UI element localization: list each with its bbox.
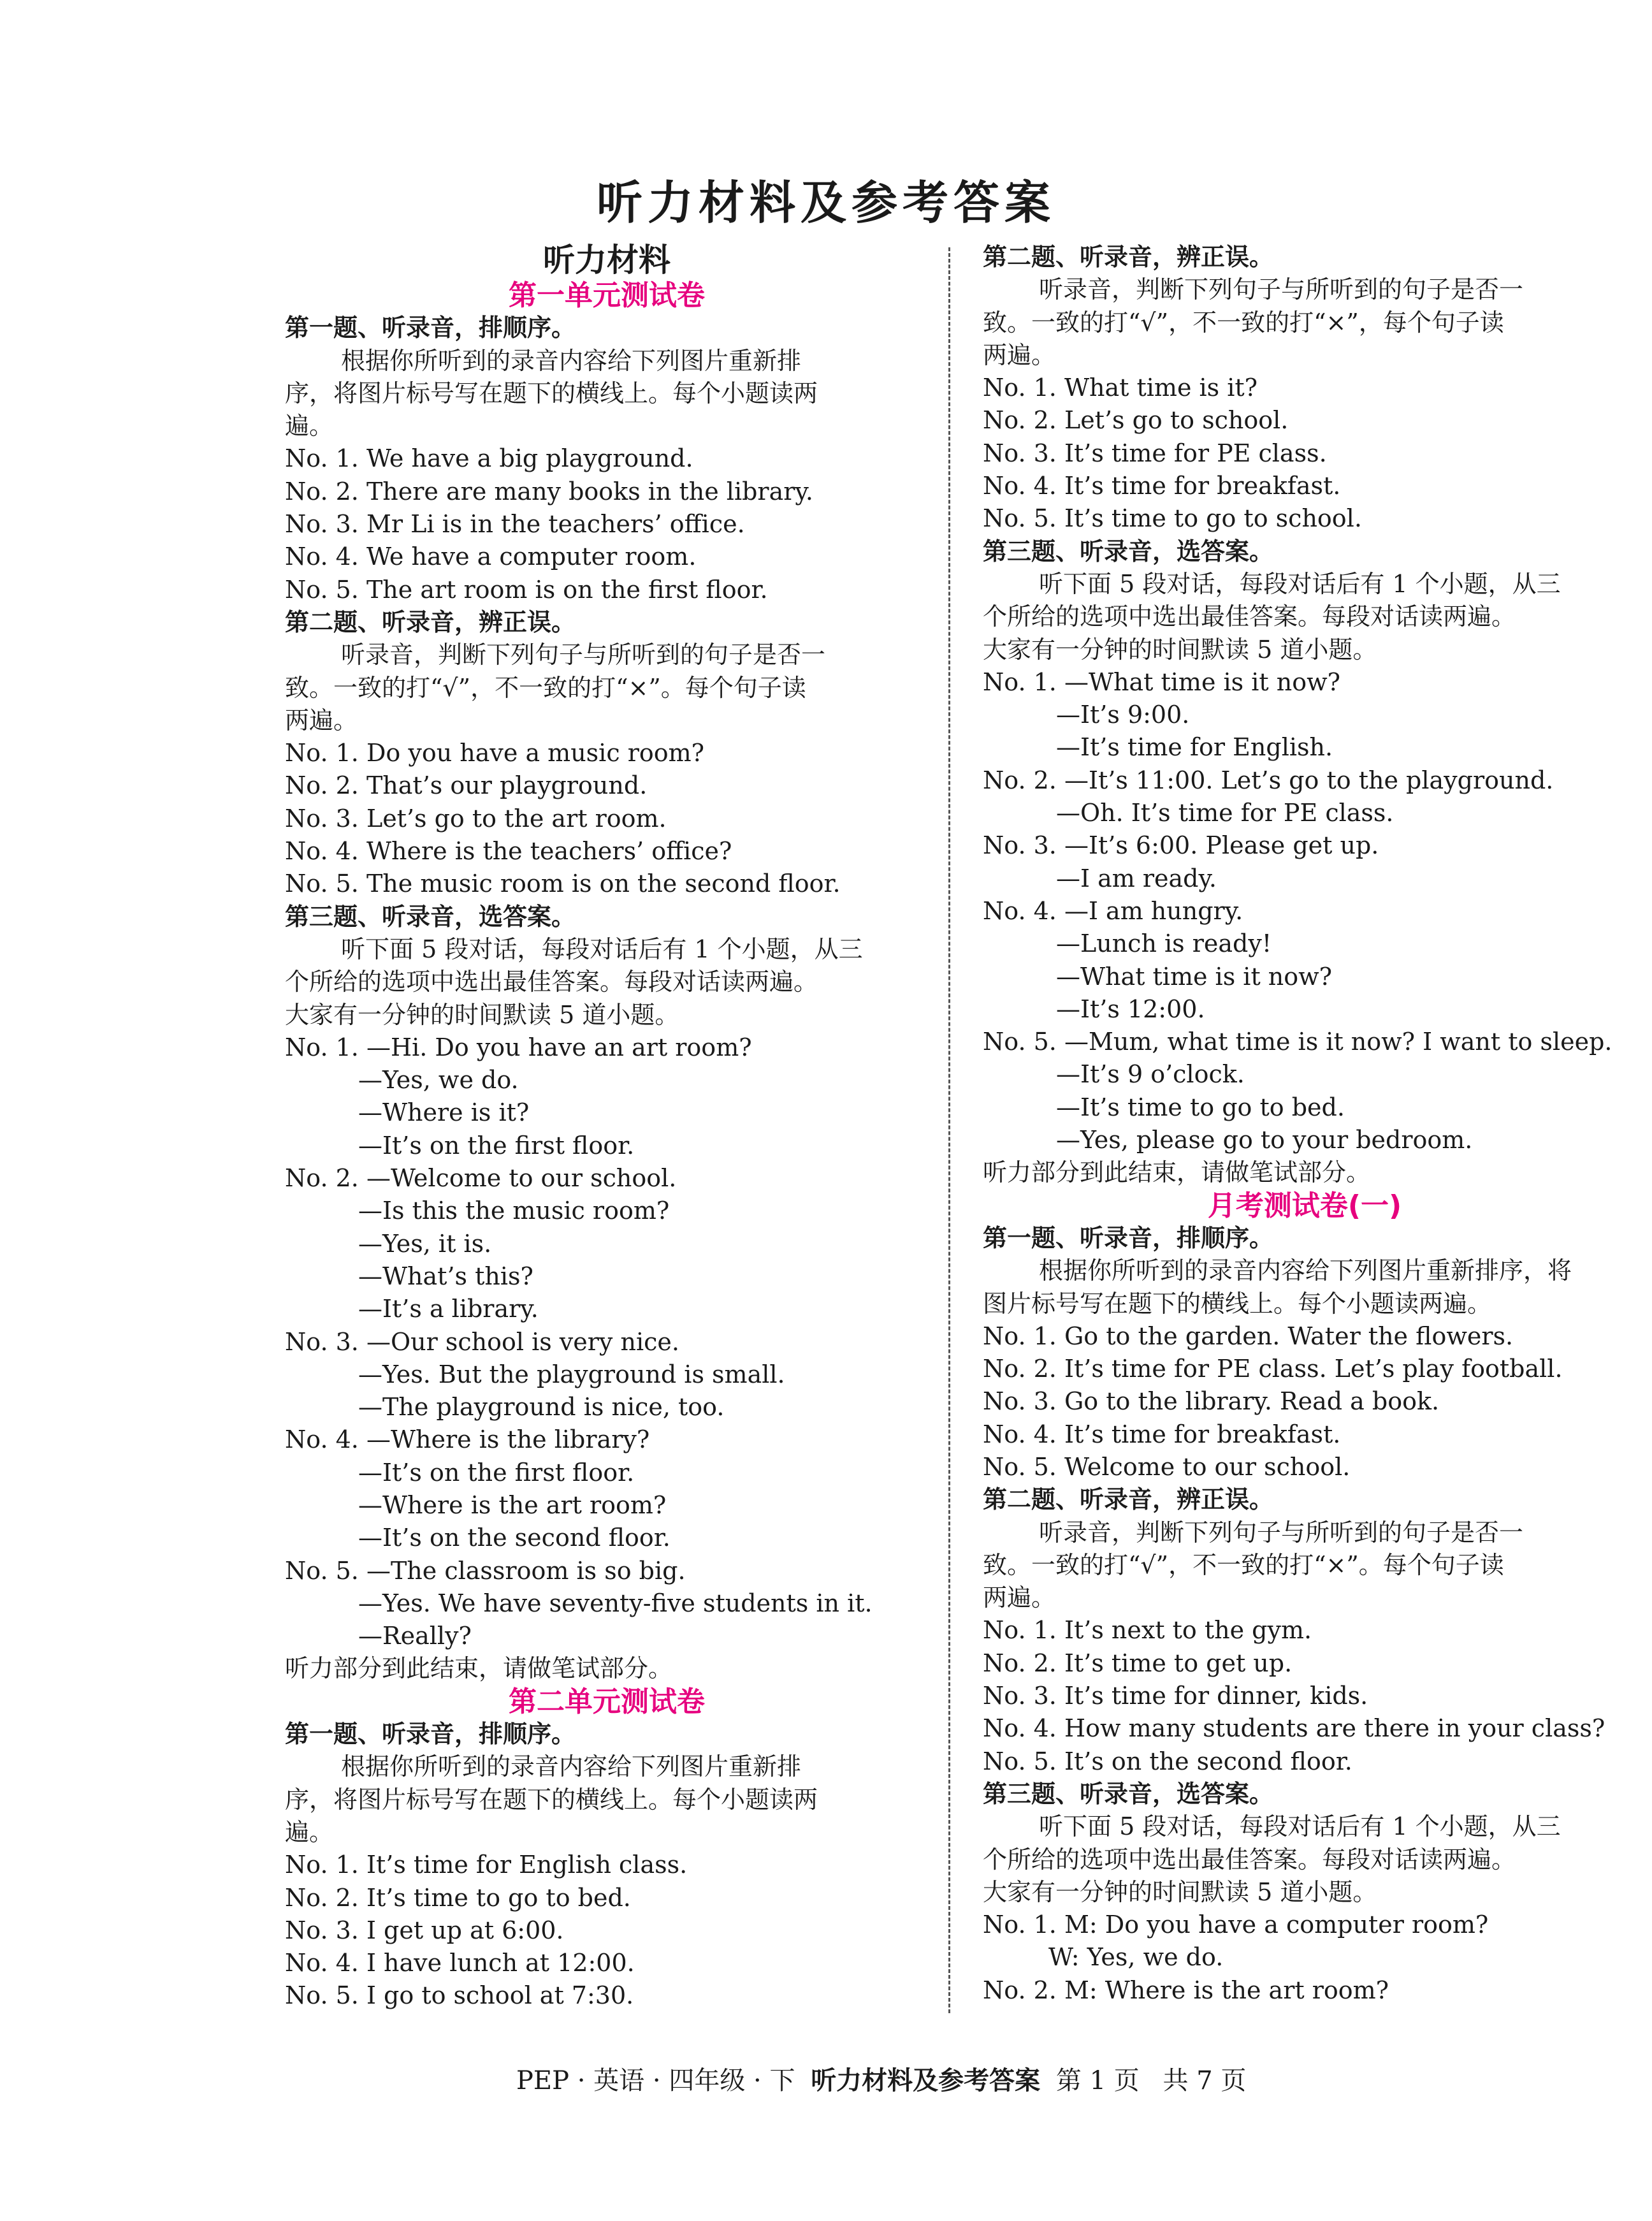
dialogue-line: —It’s on the second floor. bbox=[358, 1524, 670, 1552]
dialogue-line: —It’s 9 o’clock. bbox=[1056, 1060, 1245, 1089]
instruction-line: 听录音，判断下列句子与所听到的句子是否一 bbox=[1039, 1518, 1524, 1547]
instruction-line: 听下面 5 段对话，每段对话后有 1 个小题，从三 bbox=[1039, 569, 1561, 598]
question-heading: 第二题、听录音，辨正误。 bbox=[983, 243, 1274, 271]
text-line: 大家有一分钟的时间默读 5 道小题。 bbox=[285, 1000, 679, 1029]
left-column bbox=[285, 241, 929, 2013]
text-line: No. 2. There are many books in the library. bbox=[285, 477, 813, 506]
text-line: 两遍。 bbox=[983, 340, 1056, 369]
text-line: No. 5. It’s time to go to school. bbox=[983, 504, 1362, 533]
text-line: No. 5. —Mum, what time is it now? I want to sleep. bbox=[983, 1028, 1612, 1056]
footer-total-pages: 共 7 页 bbox=[1163, 2066, 1247, 2095]
text-line: No. 1. Do you have a music room? bbox=[285, 739, 705, 768]
text-line: No. 5. I go to school at 7:30. bbox=[285, 1981, 634, 2010]
question-heading: 第二题、听录音，辨正误。 bbox=[983, 1485, 1274, 1514]
column-divider bbox=[948, 247, 950, 2013]
text-line: 序，将图片标号写在题下的横线上。每个小题读两 bbox=[285, 379, 818, 407]
text-line: No. 3. —Our school is very nice. bbox=[285, 1327, 679, 1356]
instruction-line: 根据你所听到的录音内容给下列图片重新排 bbox=[341, 346, 802, 375]
dialogue-line: —Where is the art room? bbox=[358, 1490, 667, 1519]
dialogue-line: W: Yes, we do. bbox=[1048, 1943, 1224, 1972]
text-line: 大家有一分钟的时间默读 5 道小题。 bbox=[983, 1877, 1377, 1906]
text-line: No. 1. Go to the garden. Water the flowers. bbox=[983, 1322, 1514, 1350]
dialogue-line: —It’s 9:00. bbox=[1056, 701, 1190, 729]
text-line: 大家有一分钟的时间默读 5 道小题。 bbox=[983, 635, 1377, 664]
text-line: 个所给的选项中选出最佳答案。每段对话读两遍。 bbox=[983, 1845, 1516, 1874]
question-heading: 第三题、听录音，选答案。 bbox=[983, 1779, 1274, 1808]
dialogue-line: —Yes, we do. bbox=[358, 1066, 519, 1095]
dialogue-line: —It’s a library. bbox=[358, 1295, 539, 1323]
dialogue-line: —What time is it now? bbox=[1056, 962, 1333, 991]
dialogue-line: —What’s this? bbox=[358, 1262, 533, 1290]
dialogue-line: —It’s on the first floor. bbox=[358, 1458, 635, 1487]
dialogue-line: —Oh. It’s time for PE class. bbox=[1056, 799, 1394, 827]
text-line: No. 2. It’s time to go to bed. bbox=[285, 1883, 631, 1912]
section-title: 第二单元测试卷 bbox=[509, 1685, 705, 1718]
text-line: 序，将图片标号写在题下的横线上。每个小题读两 bbox=[285, 1785, 818, 1814]
text-line: No. 4. We have a computer room. bbox=[285, 543, 697, 571]
text-line: 两遍。 bbox=[983, 1584, 1056, 1612]
text-line: No. 2. —Welcome to our school. bbox=[285, 1164, 677, 1193]
instruction-line: 听录音，判断下列句子与所听到的句子是否一 bbox=[1039, 275, 1524, 304]
column-header: 听力材料 bbox=[543, 242, 670, 279]
text-line: No. 2. M: Where is the art room? bbox=[983, 1976, 1389, 2004]
text-line: No. 3. —It’s 6:00. Please get up. bbox=[983, 831, 1379, 860]
question-heading: 第一题、听录音，排顺序。 bbox=[983, 1223, 1274, 1252]
question-heading: 第三题、听录音，选答案。 bbox=[285, 902, 576, 931]
text-line: No. 2. Let’s go to school. bbox=[983, 406, 1289, 435]
text-line: No. 1. We have a big playground. bbox=[285, 444, 693, 473]
text-line: 图片标号写在题下的横线上。每个小题读两遍。 bbox=[983, 1289, 1492, 1318]
text-line: No. 5. —The classroom is so big. bbox=[285, 1556, 686, 1585]
dialogue-line: —Yes, it is. bbox=[358, 1229, 492, 1258]
text-line: No. 3. I get up at 6:00. bbox=[285, 1916, 564, 1944]
page-title: 听力材料及参考答案 bbox=[596, 176, 1055, 229]
text-line: No. 1. —Hi. Do you have an art room? bbox=[285, 1033, 752, 1061]
dialogue-line: —Yes. But the playground is small. bbox=[358, 1360, 785, 1388]
text-line: No. 3. Go to the library. Read a book. bbox=[983, 1387, 1440, 1416]
text-line: No. 1. What time is it? bbox=[983, 374, 1258, 402]
footer-page-number: 第 1 页 bbox=[1055, 2066, 1140, 2095]
dialogue-line: —I am ready. bbox=[1056, 864, 1217, 892]
section-title: 月考测试卷(一) bbox=[1207, 1189, 1402, 1222]
dialogue-line: —It’s time for English. bbox=[1056, 733, 1333, 762]
text-line: No. 3. It’s time for dinner, kids. bbox=[983, 1682, 1368, 1710]
instruction-line: 根据你所听到的录音内容给下列图片重新排序，将 bbox=[1039, 1256, 1572, 1285]
text-line: No. 5. The music room is on the second floor. bbox=[285, 870, 841, 898]
dialogue-line: —It’s on the first floor. bbox=[358, 1131, 635, 1160]
text-line: No. 2. —It’s 11:00. Let’s go to the playground. bbox=[983, 766, 1554, 794]
question-heading: 第一题、听录音，排顺序。 bbox=[285, 1720, 576, 1749]
section-title: 第一单元测试卷 bbox=[509, 279, 705, 312]
text-line: 致。一致的打“√”，不一致的打“×”，每个句子读 bbox=[983, 308, 1504, 337]
dialogue-line: —The playground is nice, too. bbox=[358, 1393, 725, 1422]
instruction-line: 听下面 5 段对话，每段对话后有 1 个小题，从三 bbox=[1039, 1812, 1561, 1841]
text-line: 致。一致的打“√”，不一致的打“×”。每个句子读 bbox=[983, 1550, 1504, 1579]
instruction-line: 听录音，判断下列句子与所听到的句子是否一 bbox=[341, 641, 826, 669]
text-line: No. 3. Mr Li is in the teachers’ office. bbox=[285, 510, 745, 539]
dialogue-line: —Lunch is ready! bbox=[1056, 929, 1272, 958]
text-line: No. 1. It’s time for English class. bbox=[285, 1851, 688, 1879]
text-line: No. 4. It’s time for breakfast. bbox=[983, 1420, 1341, 1448]
text-line: 个所给的选项中选出最佳答案。每段对话读两遍。 bbox=[285, 968, 818, 996]
dialogue-line: —Really? bbox=[358, 1622, 472, 1650]
instruction-line: 听下面 5 段对话，每段对话后有 1 个小题，从三 bbox=[341, 935, 863, 963]
footer-doc-title: 听力材料及参考答案 bbox=[811, 2066, 1041, 2095]
text-line: 两遍。 bbox=[285, 706, 358, 734]
text-line: No. 4. —Where is the library? bbox=[285, 1425, 650, 1454]
text-line: No. 3. Let’s go to the art room. bbox=[285, 804, 667, 833]
page-footer bbox=[516, 2060, 1246, 2097]
text-line: No. 2. It’s time for PE class. Let’s play football. bbox=[983, 1355, 1563, 1383]
question-heading: 第一题、听录音，排顺序。 bbox=[285, 314, 576, 342]
dialogue-line: —Where is it? bbox=[358, 1098, 530, 1127]
text-line: No. 4. It’s time for breakfast. bbox=[983, 472, 1341, 500]
text-line: 遍。 bbox=[285, 412, 334, 441]
text-line: 个所给的选项中选出最佳答案。每段对话读两遍。 bbox=[983, 602, 1516, 631]
text-line: No. 2. It’s time to get up. bbox=[983, 1649, 1293, 1677]
dialogue-line: —Yes. We have seventy-five students in it. bbox=[358, 1589, 873, 1617]
text-line: No. 3. It’s time for PE class. bbox=[983, 439, 1327, 467]
dialogue-line: —It’s time to go to bed. bbox=[1056, 1093, 1345, 1121]
footer-edition: PEP · 英语 · 四年级 · 下 bbox=[516, 2066, 795, 2095]
text-line: No. 5. The art room is on the first floor. bbox=[285, 575, 768, 604]
text-line: No. 5. Welcome to our school. bbox=[983, 1452, 1351, 1481]
dialogue-line: —Yes, please go to your bedroom. bbox=[1056, 1126, 1473, 1154]
dialogue-line: —Is this the music room? bbox=[358, 1197, 670, 1225]
dialogue-line: —It’s 12:00. bbox=[1056, 994, 1205, 1023]
text-line: No. 4. —I am hungry. bbox=[983, 896, 1243, 925]
text-line: No. 5. It’s on the second floor. bbox=[983, 1747, 1352, 1775]
text-line: No. 1. —What time is it now? bbox=[983, 667, 1341, 696]
text-line: No. 4. I have lunch at 12:00. bbox=[285, 1949, 635, 1977]
question-heading: 第二题、听录音，辨正误。 bbox=[285, 608, 576, 636]
text-line: 致。一致的打“√”，不一致的打“×”。每个句子读 bbox=[285, 673, 806, 702]
text-line: 遍。 bbox=[285, 1817, 334, 1846]
text-line: 听力部分到此结束，请做笔试部分。 bbox=[285, 1654, 673, 1683]
question-heading: 第三题、听录音，选答案。 bbox=[983, 537, 1274, 565]
text-line: 听力部分到此结束，请做笔试部分。 bbox=[983, 1158, 1371, 1187]
instruction-line: 根据你所听到的录音内容给下列图片重新排 bbox=[341, 1752, 802, 1781]
text-line: No. 4. Where is the teachers’ office? bbox=[285, 837, 732, 866]
text-line: No. 2. That’s our playground. bbox=[285, 771, 648, 800]
text-line: No. 1. It’s next to the gym. bbox=[983, 1616, 1312, 1645]
right-column bbox=[983, 241, 1627, 2007]
text-line: No. 1. M: Do you have a computer room? bbox=[983, 1911, 1489, 1939]
text-line: No. 4. How many students are there in your class? bbox=[983, 1714, 1605, 1743]
